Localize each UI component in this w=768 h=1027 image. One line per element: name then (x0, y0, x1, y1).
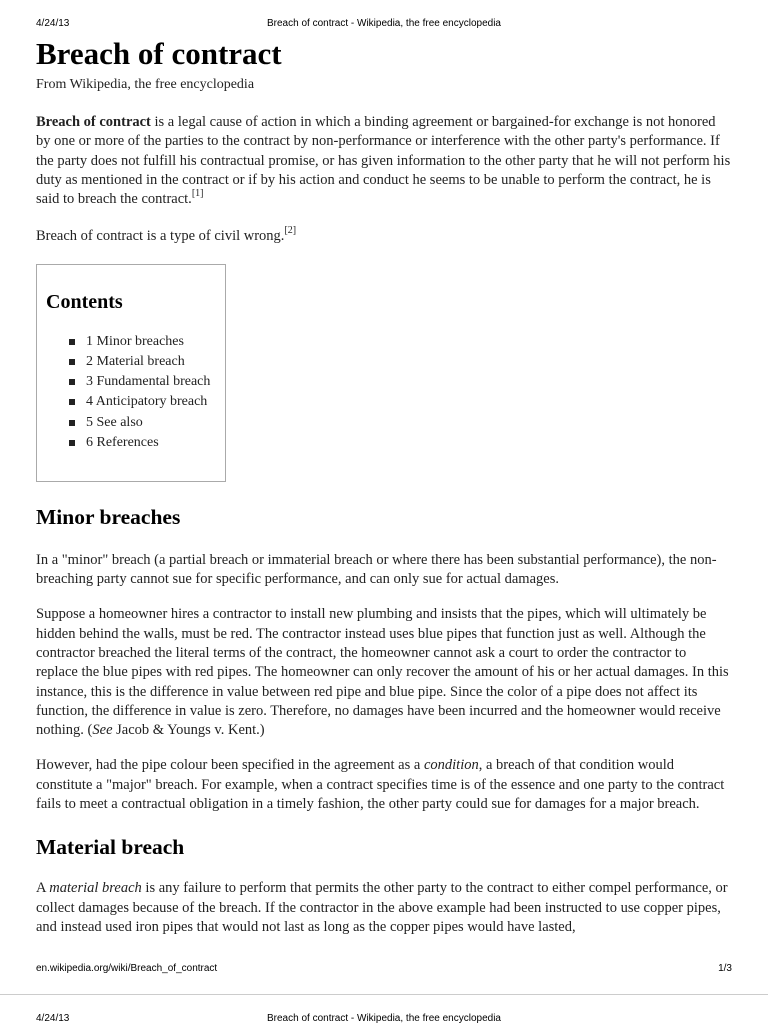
page-break-divider (0, 994, 768, 995)
toc-item-see-also[interactable]: 5 See also (46, 413, 225, 433)
civil-wrong-text: Breach of contract is a type of civil wrong. (36, 228, 285, 245)
toc-item-references[interactable]: 6 References (46, 433, 225, 453)
condition-intro-text: However, had the pipe colour been specified in the agreement as a (36, 757, 424, 774)
minor-breach-paragraph-1: In a "minor" breach (a partial breach or immaterial breach or where there has been substantial performance), the non-breaching party cannot sue for specific performance, and can only sue for actual damages. (36, 551, 717, 588)
toc-list (46, 332, 225, 453)
minor-breach-paragraph-2 (36, 605, 731, 740)
print-date: 4/24/13 (36, 18, 70, 29)
toc-heading: Contents (46, 290, 123, 313)
civil-wrong-paragraph (36, 227, 731, 246)
see-italic: See (92, 722, 113, 739)
intro-bold-term: Breach of contract (36, 114, 151, 130)
article-tagline: From Wikipedia, the free encyclopedia (36, 77, 255, 92)
print-page-title-next-page: Breach of contract - Wikipedia, the free encyclopedia (266, 1013, 501, 1024)
case-reference: Jacob & Youngs v. Kent.) (112, 722, 265, 739)
material-breach-term: material breach (49, 880, 142, 897)
material-intro-text: A (36, 880, 50, 897)
print-header-next-page (36, 1013, 732, 1027)
material-breach-paragraph-1 (36, 879, 731, 937)
toc-item-minor-breaches[interactable]: 1 Minor breaches (46, 332, 225, 352)
print-date-next-page: 4/24/13 (36, 1013, 70, 1024)
condition-term: condition (423, 757, 479, 774)
table-of-contents (36, 264, 226, 482)
toc-item-anticipatory-breach[interactable]: 4 Anticipatory breach (46, 392, 225, 412)
print-header (36, 18, 732, 32)
minor-breach-paragraph-3 (36, 756, 731, 814)
citation-link-1[interactable]: [1] (191, 188, 204, 200)
minor-breach-example-text: Suppose a homeowner hires a contractor to install new plumbing and insists that the pipes, which will ultimately be hidden behind the walls, must be red. The contractor instead uses blue pipes that function just as well. Although the contractor breached the literal terms of the contract, the homeowner cannot ask a court to order the contractor to replace the blue pipes with red pipes. The homeowner can only recover the amount of his or her actual damages. In this instance, this is the difference in value between red pipe and blue pipe. Since the color of a pipe does not affect its function, the difference in value is zero. Therefore, no damages have been incurred and the homeowner would receive nothing. ( (36, 606, 729, 739)
page-number: 1/3 (718, 963, 732, 974)
page-url: en.wikipedia.org/wiki/Breach_of_contract (36, 963, 218, 974)
section-heading-minor-breaches: Minor breaches (36, 504, 181, 529)
condition-rest-text: , a breach of that condition would constitute a "major" breach. For example, when a contract specifies time is of the essence and one party to the contract fails to meet a contractual obligation in a timely fashion, the other party could sue for damages for a major breach. (36, 757, 725, 813)
intro-paragraph (36, 113, 731, 209)
article-title: Breach of contract (36, 36, 282, 71)
citation-link-2[interactable]: [2] (284, 225, 297, 237)
section-heading-material-breach: Material breach (36, 835, 185, 860)
toc-item-material-breach[interactable]: 2 Material breach (46, 352, 225, 372)
print-footer (36, 963, 732, 977)
print-page-title: Breach of contract - Wikipedia, the free encyclopedia (266, 18, 501, 29)
material-rest-text: is any failure to perform that permits the other party to the contract to either compel performance, or collect damages because of the breach. If the contractor in the above example had been instructed to use copper pipes, and instead used iron pipes that would not last as long as the copper pipes would have lasted, (36, 880, 728, 935)
toc-item-fundamental-breach[interactable]: 3 Fundamental breach (46, 372, 225, 392)
article-content (36, 35, 731, 937)
intro-text: is a legal cause of action in which a binding agreement or bargained-for exchange is not honored by one or more of the parties to the contract by non-performance or interference with the other party's performance. If the party does not fulfill his contractual promise, or has given information to the other party that he will not perform his duty as mentioned in the contract or if by his action and conduct he seems to be unable to perform the contract, he is said to breach the contract. (36, 114, 731, 208)
